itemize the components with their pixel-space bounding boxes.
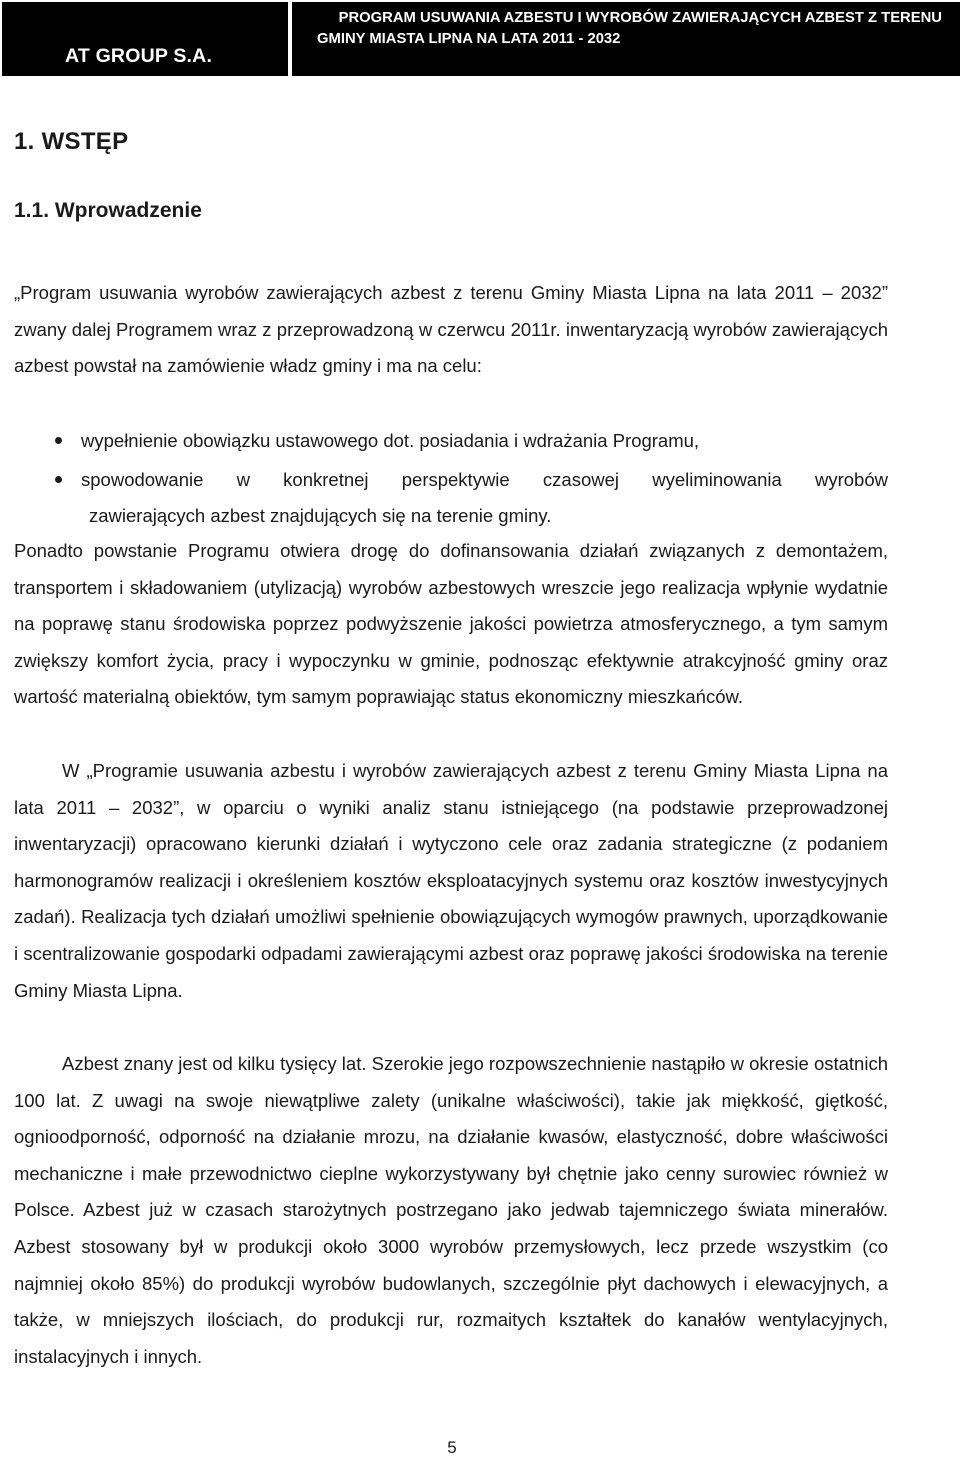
paragraph-2: W „Programie usuwania azbestu i wyrobów zawierających azbest z terenu Gminy Miasta Lipna na lata 2011 – 2032”, w oparciu o wyniki analiz stanu istniejącego (na podstawie przeprowadzonej inwentaryzacji) opracowano kierunki działań i wytyczono cele oraz zadania strategiczne (z podaniem harmonogramów realizacji i określeniem kosztów eksploatacyjnych systemu oraz kosztów inwestycyjnych zadań). Realizacja tych działań umożliwi spełnienie obowiązujących wymogów prawnych, uporządkowanie i scentralizowanie gospodarki odpadami zawierającymi azbest oraz poprawę jakości środowiska na terenie Gminy Miasta Lipna. (14, 760, 888, 1001)
bullet-item-1: wypełnienie obowiązku ustawowego dot. posiadania i wdrażania Programu, (81, 430, 700, 451)
subsection-heading: 1.1. Wprowadzenie (14, 199, 202, 222)
intro-paragraph: „Program usuwania wyrobów zawierających azbest z terenu Gminy Miasta Lipna na lata 2011 – 2032” zwany dalej Programem wraz z przeprowadzoną w czerwcu 2011r. inwentaryzacją wyrobów zawierających azbest powstał na zamówienie władz gminy i ma na celu: (14, 282, 888, 377)
header-company-box (2, 2, 288, 76)
paragraph-3: Azbest znany jest od kilku tysięcy lat. Szerokie jego rozpowszechnienie nastąpiło w okresie ostatnich 100 lat. Z uwagi na swoje niewątpliwe zalety (unikalne właściwości), takie jak miękkość, giętkość, ognioodporność, odporność na działanie mrozu, na działanie kwasów, elastyczność, dobre właściwości mechaniczne i małe przewodnictwo cieplne wykorzystywany był chętnie jako cenny surowiec również w Polsce. Azbest już w czasach starożytnych postrzegano jako jedwab tajemniczego świata minerałów. Azbest stosowany był w produkcji około 3000 wyrobów przemysłowych, lecz przede wszystkim (co najmniej około 85%) do produkcji wyrobów budowlanych, szczególnie płyt dachowych i elewacyjnych, a także, w mniejszych ilościach, do produkcji rur, rozmaitych kształtek do kanałów wentylacyjnych, instalacyjnych i innych. (14, 1053, 888, 1367)
paragraph-1: Ponadto powstanie Programu otwiera drogę do dofinansowania działań związanych z demontażem, transportem i składowaniem (utylizacją) wyrobów azbestowych wreszcie jego realizacja wpłynie wydatnie na poprawę stanu środowiska poprzez podwyższenie jakości powietrza atmosferycznego, a tym samym zwiększy komfort życia, pracy i wypoczynku w gminie, podnosząc efektywnie atrakcyjność gminy oraz wartość materialną obiektów, tym samym poprawiając status ekonomiczny mieszkańców. (14, 540, 888, 708)
page-number: 5 (447, 1438, 457, 1457)
header-title-line1: PROGRAM USUWANIA AZBESTU I WYROBÓW ZAWIERAJĄCYCH AZBEST Z TERENU (338, 10, 942, 26)
header-title-line2: GMINY MIASTA LIPNA NA LATA 2011 - 2032 (317, 31, 621, 47)
bullet-dot-icon (55, 437, 62, 444)
bullet-item-2: spowodowanie w konkretnej perspektywie czasowej wyeliminowania wyrobów (81, 469, 888, 490)
bullet-item-2-continuation: zawierających azbest znajdujących się na terenie gminy. (89, 505, 552, 526)
bullet-dot-icon (55, 476, 62, 483)
section-heading: 1. WSTĘP (14, 128, 129, 155)
header-title-box (292, 2, 960, 76)
company-name: AT GROUP S.A. (65, 45, 213, 67)
page-header (0, 0, 960, 76)
